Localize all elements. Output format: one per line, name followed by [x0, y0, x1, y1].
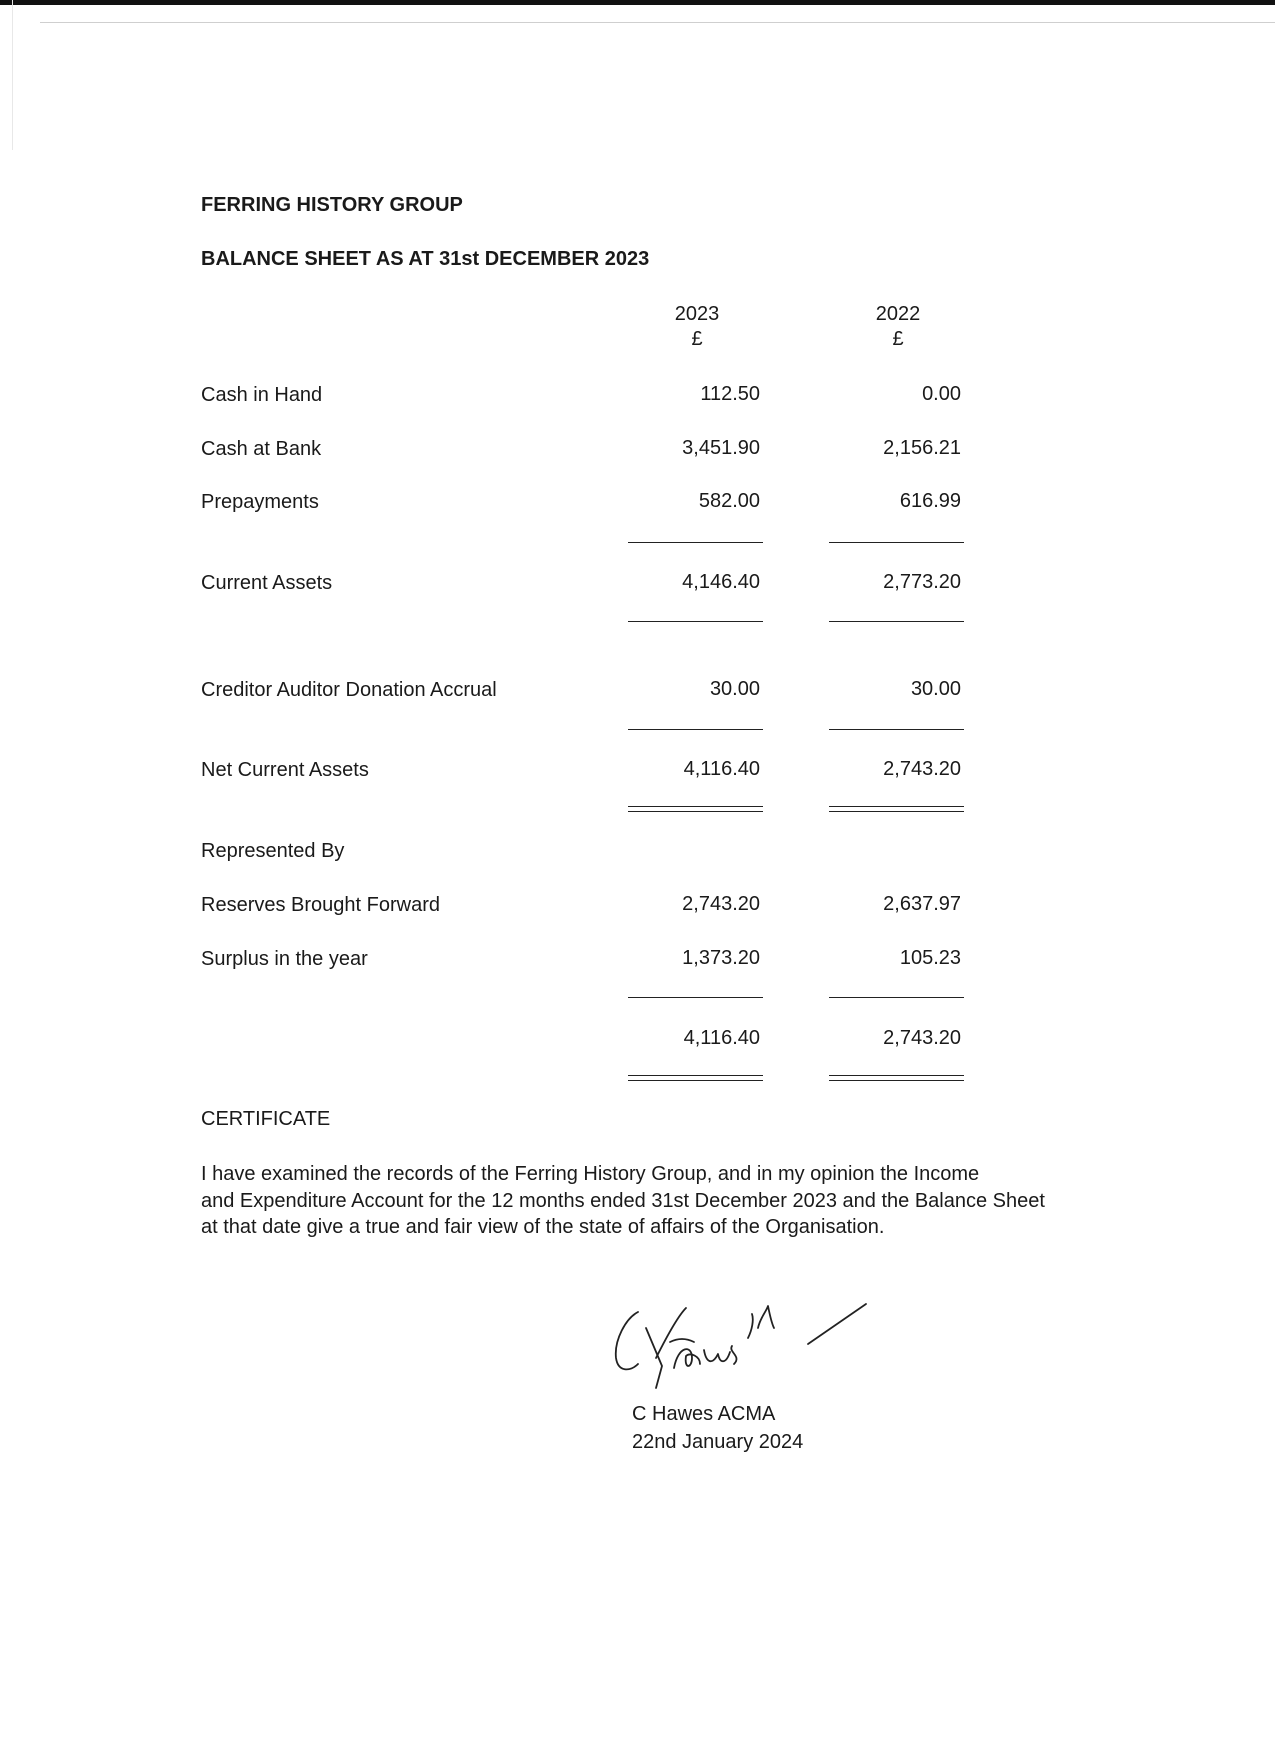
value-current-assets-2022: 2,773.20: [883, 571, 961, 593]
subtotal-rule: [829, 621, 964, 622]
signatory-block: [632, 1400, 803, 1456]
total-double-rule: [829, 806, 964, 812]
certificate-line: at that date give a true and fair view of the state of affairs of the Organisation.: [201, 1216, 885, 1238]
subtotal-rule: [628, 997, 763, 998]
signature-date: 22nd January 2024: [632, 1431, 804, 1453]
section-label-represented-by: Represented By: [201, 840, 345, 862]
handwritten-signature: [608, 1298, 878, 1408]
column-header-2023: [617, 302, 777, 352]
value-cash-at-bank-2023: 3,451.90: [682, 437, 760, 459]
column-header-2022: [818, 302, 978, 352]
row-label-prepayments: Prepayments: [201, 491, 319, 513]
scan-edge-left: [0, 0, 13, 150]
scan-edge-line: [40, 22, 1275, 23]
certificate-line: I have examined the records of the Ferring History Group, and in my opinion the Income: [201, 1163, 980, 1185]
total-double-rule: [829, 1075, 964, 1081]
total-double-rule: [628, 806, 763, 812]
column-year: 2022: [875, 303, 921, 325]
subtotal-rule: [829, 542, 964, 543]
value-cash-in-hand-2023: 112.50: [700, 383, 760, 405]
value-net-current-assets-2022: 2,743.20: [883, 758, 961, 780]
subtotal-rule: [628, 542, 763, 543]
value-prepayments-2023: 582.00: [698, 490, 760, 512]
value-prepayments-2022: 616.99: [899, 490, 961, 512]
column-currency: £: [691, 328, 703, 350]
value-creditor-2022: 30.00: [910, 678, 961, 700]
certificate-text: [201, 1161, 1121, 1241]
value-surplus-2022: 105.23: [899, 947, 961, 969]
value-surplus-2023: 1,373.20: [682, 947, 760, 969]
value-creditor-2023: 30.00: [709, 678, 760, 700]
value-total-2023: 4,116.40: [683, 1027, 760, 1049]
value-net-current-assets-2023: 4,116.40: [683, 758, 760, 780]
subtotal-rule: [628, 621, 763, 622]
subtotal-rule: [829, 997, 964, 998]
organisation-title: FERRING HISTORY GROUP: [201, 194, 463, 216]
value-cash-at-bank-2022: 2,156.21: [883, 437, 961, 459]
row-label-current-assets: Current Assets: [201, 572, 333, 594]
column-year: 2023: [674, 303, 720, 325]
value-reserves-2022: 2,637.97: [883, 893, 961, 915]
value-reserves-2023: 2,743.20: [682, 893, 760, 915]
row-label-net-current-assets: Net Current Assets: [201, 759, 369, 781]
subtotal-rule: [628, 729, 763, 730]
signatory-name: C Hawes ACMA: [632, 1403, 776, 1425]
value-cash-in-hand-2022: 0.00: [922, 383, 961, 405]
row-label-surplus: Surplus in the year: [201, 948, 368, 970]
row-label-creditor: Creditor Auditor Donation Accrual: [201, 679, 497, 701]
row-label-cash-in-hand: Cash in Hand: [201, 384, 323, 406]
value-total-2022: 2,743.20: [883, 1027, 961, 1049]
column-currency: £: [892, 328, 904, 350]
certificate-title: CERTIFICATE: [201, 1108, 331, 1130]
certificate-line: and Expenditure Account for the 12 months ended 31st December 2023 and the Balance Sheet: [201, 1189, 1045, 1212]
scan-edge-top: [0, 0, 1275, 6]
value-current-assets-2023: 4,146.40: [682, 571, 760, 593]
balance-sheet-title: BALANCE SHEET AS AT 31st DECEMBER 2023: [201, 248, 650, 270]
subtotal-rule: [829, 729, 964, 730]
row-label-reserves: Reserves Brought Forward: [201, 894, 440, 916]
total-double-rule: [628, 1075, 763, 1081]
row-label-cash-at-bank: Cash at Bank: [201, 438, 322, 460]
